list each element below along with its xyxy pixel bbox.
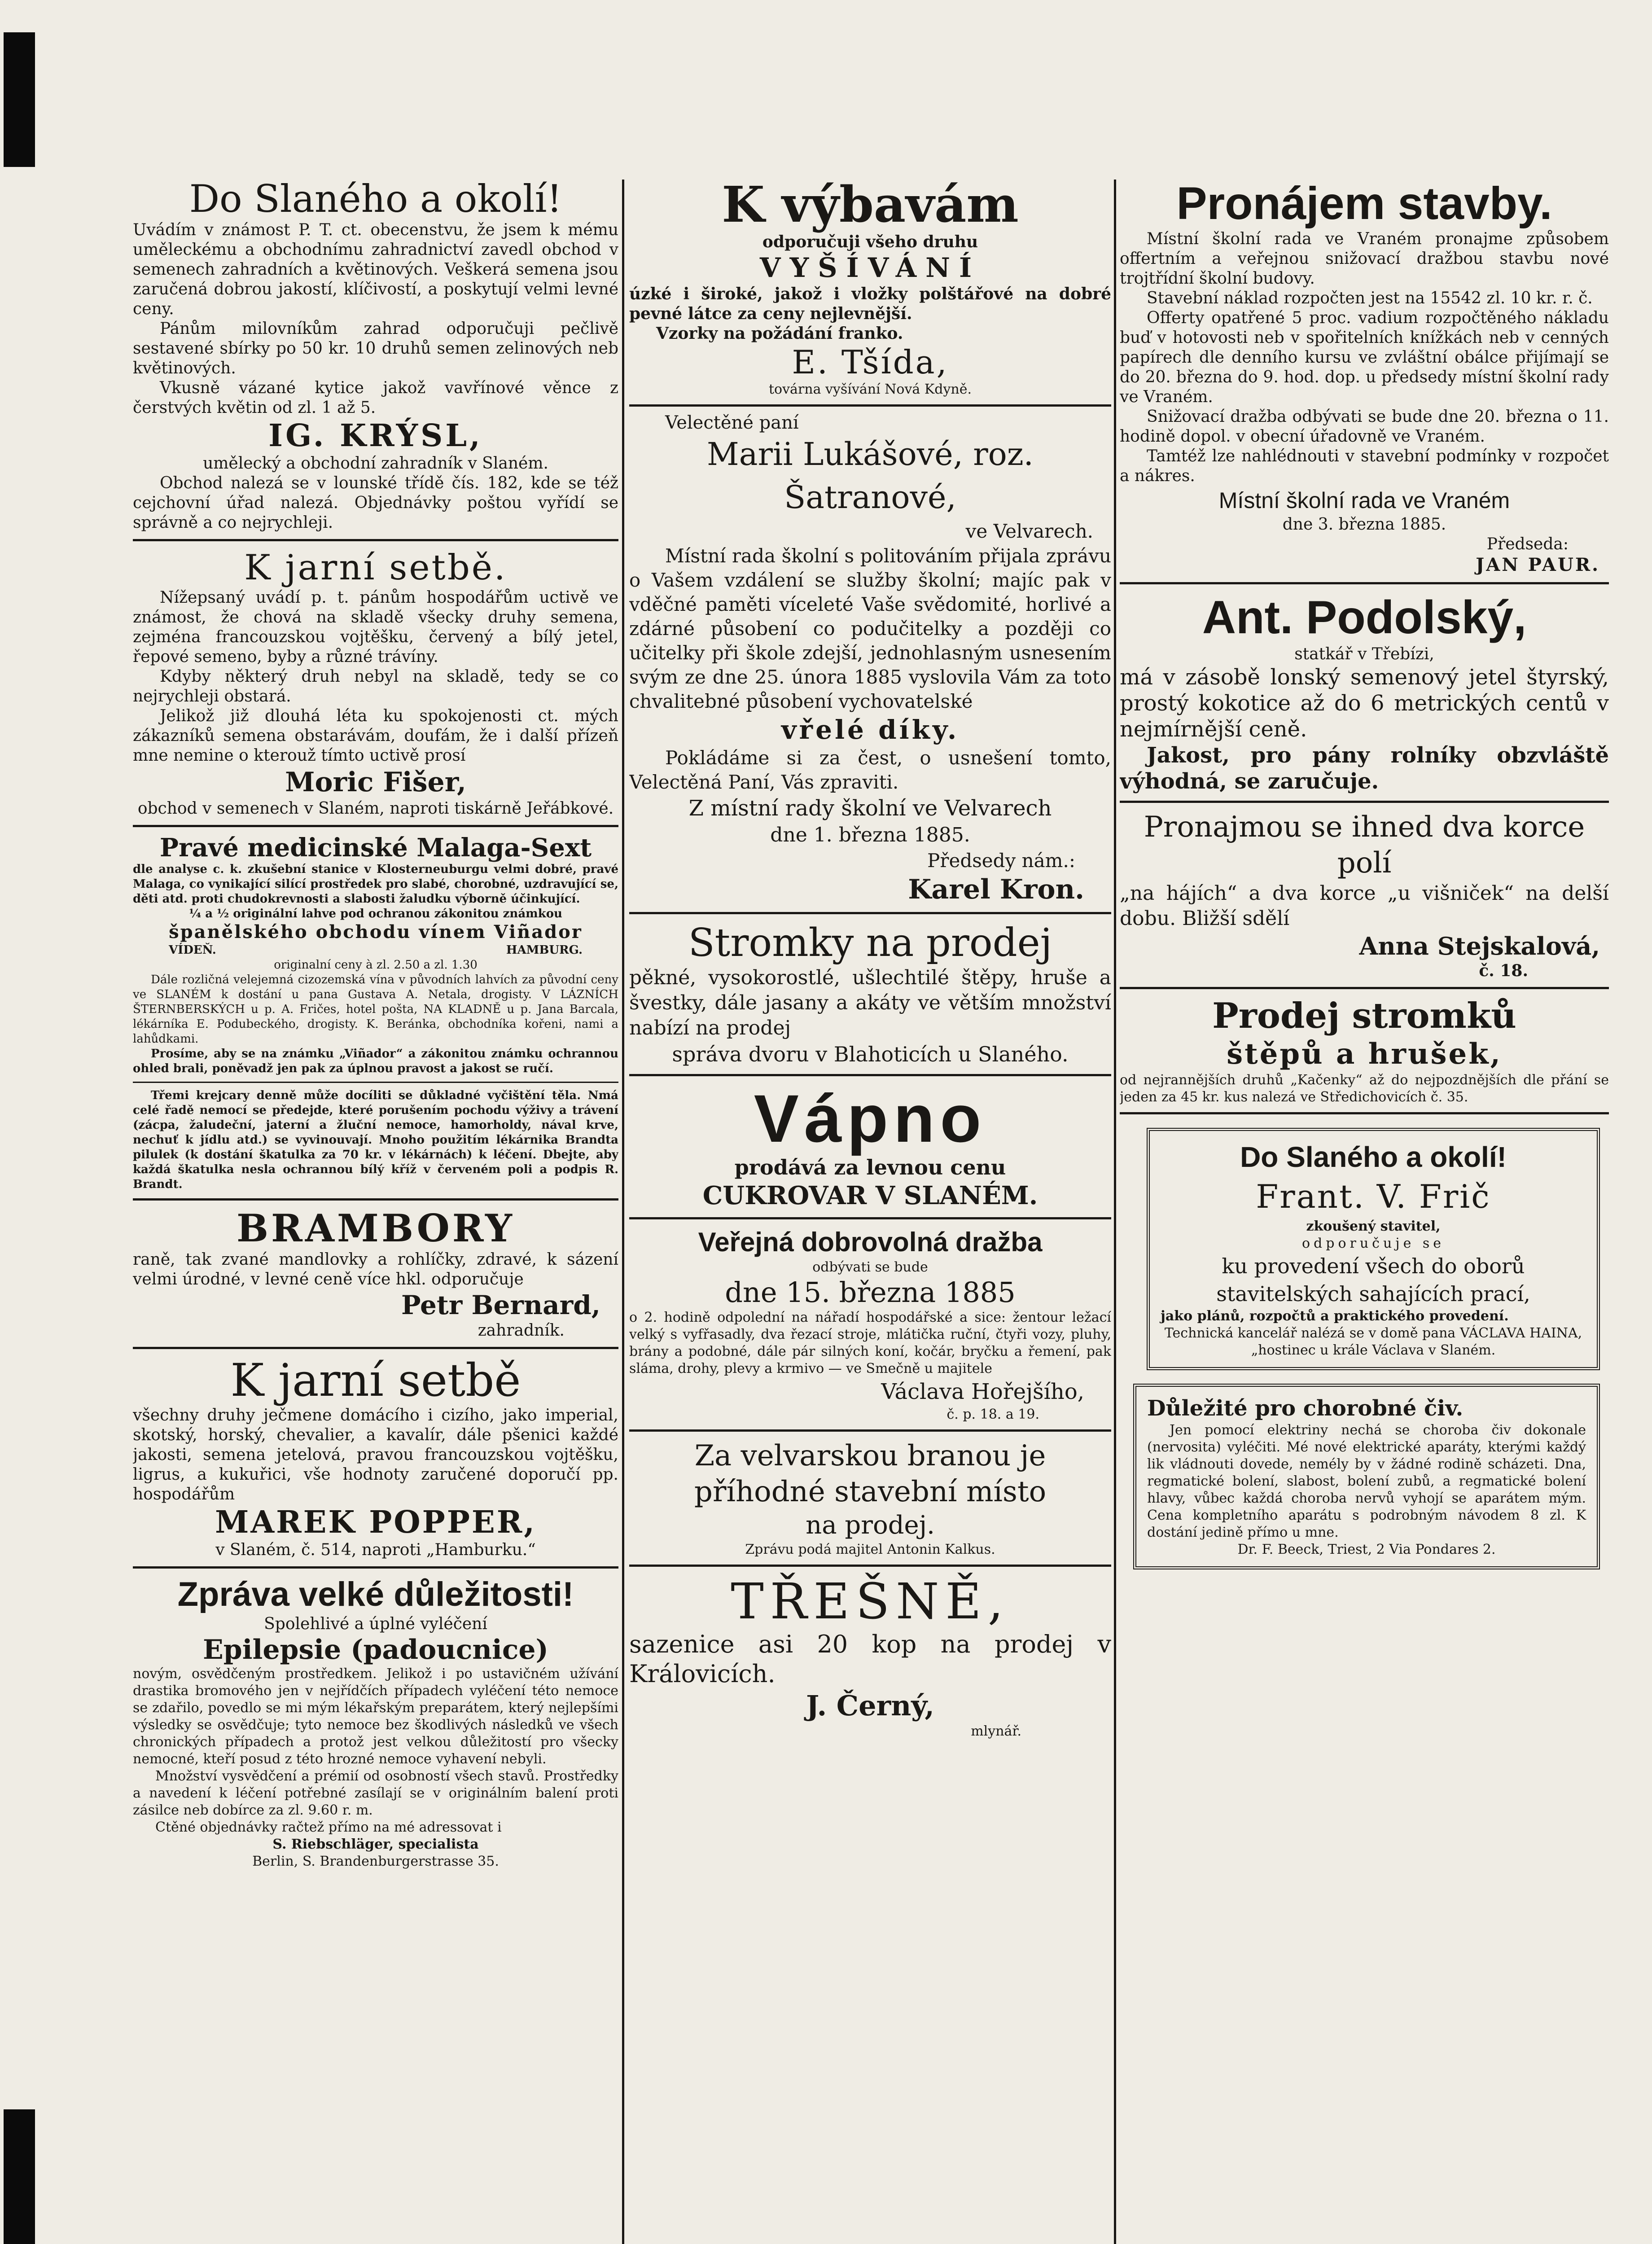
ad-signature: Karel Kron. [908,874,1084,905]
ad-body: Zprávu podá majitel Antonin Kalkus. [745,1542,995,1557]
ad-kalkus [629,1438,1111,1558]
ad-body: Snižovací dražba odbývati se bude dne 20. března o 11. hodině dopol. v obecní úřadovně ve Vraném. [1120,408,1609,446]
ad-body: Třemi krejcary denně může docíliti se důkladné vyčištění těla. Nmá celé řadě nemocí se předejde, které porušením pochodu výživy a trávení (zácpa, žaludeční, jaterní a žluční nemoce, hamorholdy, nával krve, nechuť k jídlu atd.) se vyvinouvají. Mnoho použitím lékárnika Brandta pilulek (k dostání škatulka za 70 kr. v lékárnách) k léčení. Dbejte, aby každá škatulka nesla ochrannou bílý kříž v červeném poli a podpis R. Brandt. [133,1089,618,1191]
ad-title: Pravé medicinské Malaga-Sext [159,833,592,863]
ad-stromku [1120,995,1609,1106]
ad-tsida [629,177,1111,398]
separator [133,1347,618,1349]
ad-body: má v zásobě lonský semenový jetel štyrský, prostý kokotice až do 6 metrických centů v nejmírnější ceně. [1120,665,1609,742]
ad-sub: č. 18. [1479,961,1528,980]
ad-body: raně, tak zvané mandlovky a rohlíčky, zdravé, k sázení velmi úrodné, v levné ceně více hkl. odporučuje [133,1250,618,1289]
ad-title: TŘEŠNĚ, [731,1573,1010,1630]
ad-title: Důležité pro chorobné čiv. [1147,1396,1464,1421]
ad-body: Vkusně vázané kytice jakož vavřínové věnce z čerstvých květin od zl. 1 až 5. [133,379,618,417]
ad-title: Pronajmou se ihned dva korce polí [1144,811,1585,880]
ad-vapno [629,1083,1111,1211]
ad-body: dle analyse c. k. zkušební stanice v Klosterneuburgu velmi dobré, pravé Malaga, co vynikající silící prostředek pro slabé, chorobné, uzdravující se, děti atd. proti chudokrevnosti a slabosti žaludku výborně účinkující. [133,863,618,906]
ad-date: dne 3. března 1885. [1282,515,1446,534]
separator [629,1074,1111,1076]
ad-popper [133,1355,618,1560]
separator [629,1565,1111,1567]
ad-body: Offerty opatřené 5 proc. vadium rozpočtěného nákladu buď v hotovosti neb v spořitelních knížkách neb v cenných papírech dle denního kursu ve zvláštní obálce přijímají se do 20. března do 9. hod. dop. u předsedy místní školní rady ve Vraném. [1120,309,1609,406]
ad-body: Místní školní rada ve Vraném pronajme způsobem offertním a veřejnou snižovací dražbou stavbu nové trojtřídní školní budovy. [1120,230,1609,288]
ad-body: ¼ a ½ originální lahve pod ochranou zákonitou známkou [189,907,562,920]
ad-sub: zkoušený stavitel, [1306,1218,1441,1234]
ad-body: Obchod nalezá se v lounské třídě čís. 182, kde se též cejchovní úřad nalezá. Objednávky poštou vyřídí se správně a co nejrychleji. [133,474,618,532]
ad-title: Veřejná dobrovolná dražba [698,1227,1043,1257]
ad-body: úzké i široké, jakož i vložky polštářové na dobré pevné látce za ceny nejlevnější. [629,285,1111,323]
ad-title: Pronájem stavby. [1176,178,1552,229]
ad-body: Kdyby některý druh nebyl na skladě, tedy se co nejrychleji obstará. [133,667,618,706]
separator [629,1429,1111,1432]
ad-podolsky [1120,591,1609,794]
city-label: HAMBURG. [506,943,583,957]
ad-name: španělského obchodu vínem Viñador [169,921,583,942]
ad-name: Anna Stejskalová, [1359,932,1600,960]
ad-title: Vápno [754,1081,987,1156]
separator [133,1082,618,1083]
ad-drazba [629,1226,1111,1423]
ad-body: Pánům milovníkům zahrad odporučuji pečlivě sestavené sbírky po 50 kr. 10 druhů semen zelinových neb květinových. [133,320,618,377]
separator [1120,1112,1609,1114]
ad-name: MAREK POPPER, [215,1504,536,1540]
ad-big: VYŠÍVÁNÍ [759,252,981,284]
ad-name: Epilepsie (padoucnice) [203,1634,548,1665]
ad-krysl [133,177,618,533]
ad-title: BRAMBORY [237,1206,515,1250]
ad-title: Do Slaného a okolí! [189,177,562,221]
ad-fiser [133,548,618,819]
ad-name: Moric Fišer, [285,767,466,798]
ad-body: Stavební náklad rozpočten jest na 15542 zl. 10 kr. r. č. [1147,289,1593,307]
separator [1120,582,1609,584]
ad-big: štěpů a hrušek, [1227,1037,1502,1071]
ad-name: Petr Bernard, [401,1290,600,1320]
ad-title: Stromky na prodej [688,920,1052,965]
ad-name: CUKROVAR V SLANÉM. [702,1181,1038,1210]
ad-title: K jarní setbě [230,1354,521,1407]
ad-place: ve Velvarech. [965,520,1093,542]
column-2 [629,177,1111,2244]
separator [133,1566,618,1569]
ad-body: Technická kancelář nalézá se v domě pana VÁCLAVA HAINA, „hostinec u krále Václava v Slaném. [1164,1325,1582,1358]
ad-from: Místní školní rada ve Vraném [1218,488,1510,513]
separator [629,404,1111,407]
ad-pronajem-stavby [1120,177,1609,576]
column-1 [133,177,618,2244]
ad-body: Ctěné objednávky račtež přímo na mé adressovat i [155,1819,502,1835]
separator [629,912,1111,914]
ad-lead: odporučuji všeho druhu [762,232,978,251]
ad-role: Předseda: [1486,535,1569,553]
ad-title: Prodej stromků [1212,995,1516,1036]
ad-lead: odbývati se bude [812,1259,928,1275]
ad-sub: mlynář. [971,1723,1021,1739]
separator [629,1217,1111,1219]
ad-name: Marii Lukášové, roz. Šatranové, [707,436,1034,516]
ad-body: Pokládáme si za čest, o usnešení tomto, Velectěná Paní, Vás zpraviti. [629,747,1111,793]
ad-body: ku provedení všech do oborů stavitelských sahajících prací, [1216,1254,1530,1306]
ad-malaga [133,833,618,1076]
ad-lead: Spolehlivé a úplné vyléčení [264,1615,487,1633]
ad-signature: S. Riebschläger, specialista [272,1836,479,1852]
ad-title: Ant. Podolský, [1202,592,1527,644]
column-rule [622,180,624,2244]
city-label: VÍDEŇ. [169,943,216,957]
ad-body: od nejrannějších druhů „Kačenky“ až do nejpozdnějších dle přání se jeden za 45 kr. kus nalezá ve Středichovicích č. 35. [1120,1072,1609,1105]
ad-body: pěkné, vysokorostlé, ušlechtilé štěpy, hruše a švestky, dále jasany a akáty ve větším množství nabízí na prodej [629,966,1111,1039]
ad-signature: Václava Hořejšího, [881,1379,1084,1404]
ad-sub: obchod v semenech v Slaném, naproti tiskárně Jeřábkové. [137,799,614,818]
ad-body: sazenice asi 20 kop na prodej v Královicích. [629,1630,1111,1688]
ad-price: originalní ceny à zl. 2.50 a zl. 1.30 [274,958,478,972]
ad-body: Dále rozličná velejemná cizozemská vína v původních lahvích za původní ceny ve SLANÉM k dostání u pana Gustava A. Netala, drogisty. V LÁZNÍCH ŠTERNBERSKÝCH u p. A. Fričes, hotel pošta, NA KLADNĚ u p. Jana Barcala, lékárníka E. Podubeckého, drogisty. K. Beránka, obchodníka kořeni, nami a lahůdkami. [133,973,618,1046]
ad-role: Předsedy nám.: [927,850,1075,872]
ad-beeck [1133,1384,1600,1569]
ad-salutation: Velectěné paní [665,412,799,433]
ad-big: vřelé díky. [781,714,960,745]
ad-body: Nížepsaný uvádí p. t. pánům hospodářům uctivě ve známost, že chová na skladě všecky druhy semena, zejména francouzskou vojtěšku, červený a bílý jetel, řepové semeno, byby a různé trávíny. [133,588,618,666]
ad-sub: statkář v Třebízi, [1294,645,1434,663]
ad-body: Uvádím v známost P. T. ct. obecenstvu, že jsem k mému uměleckému a obchodnímu zahradnictví zavedl obchod v semenech zahradních a květinových. Veškerá semena jsou zaručená dobrou jakostí, klíčivostí, a poskytují velmi levné ceny. [133,221,618,318]
separator [133,1198,618,1201]
ad-body: „na hájích“ a dva korce „u višniček“ na delší dobu. Bližší sdělí [1120,882,1609,930]
ad-body: Místní rada školní s politováním přijala zprávu o Vašem vzdálení se služby školní; majíc pak v vděčné paměti víceleté Vaše svědomité, horlivé a zdárné působení co podučitelky a později co učitelky při škole zdejší, jednohlasným usnesením svým ze dne 25. února 1885 vyslovila Vám za toto chvalitebné působení vychovatelské [629,545,1111,712]
ad-signature: JAN PAUR. [1476,554,1600,575]
ad-body: Jakost, pro pány rolníky obzvláště výhodná, se zaručuje. [1120,743,1609,794]
ad-sub: zahradník. [478,1321,565,1340]
ad-signature: správa dvoru v Blahoticích u Slaného. [672,1042,1069,1066]
ad-signature: Dr. F. Beeck, Triest, 2 Via Pondares 2. [1237,1542,1496,1557]
ad-body: prodává za levnou cenu [734,1155,1006,1179]
ad-lead: odporučuje se [1301,1236,1445,1251]
scan-edge-mark [4,32,35,167]
city-row [133,943,618,958]
ad-fric [1147,1128,1600,1370]
column-3 [1120,177,1609,2244]
ad-cerny [629,1573,1111,1740]
ad-sub: továrna vyšívání Nová Kdyně. [768,381,972,397]
ad-date: dne 15. března 1885 [725,1276,1016,1309]
ad-body: jako plánů, rozpočtů a praktického provedení. [1161,1308,1509,1324]
ad-body: novým, osvědčeným prostředkem. Jelikož i po ustavičném užívání drastika bromového jen v nejřídčích případech vyléčení této nemoce se zdařilo, povedlo se mi mým lékařským preparátem, který nejlepšími výsledky se osvědčuje; tyto nemoce bez škodlivých následků ve všech chronických případech a protož jest velkou důležitostí pro všecky nemocné, kteří posud z této hrozné nemoce vyhavení nebyli. [133,1666,618,1767]
ad-title: Do Slaného a okolí! [1240,1141,1507,1173]
ad-body: o 2. hodině odpolední na nářadí hospodářské a sice: žentour ležací velký s vyfřasadly, dva řezací stroje, mlátička ruční, čtyři vozy, pluhy, brány a podobné, dále pár silných koní, kočár, bryčku a řemení, pak sláma, drohy, plevy a krmivo — ve Smečně u majitele [629,1310,1111,1376]
ad-body: Prosíme, aby se na známku „Viñador“ a zákonitou známku ochrannou ohled brali, poněvadž jen pak za úplnou pravost a jakost se ručí. [133,1047,618,1075]
ad-stromky [629,920,1111,1068]
ad-stejskalova [1120,809,1609,981]
ad-body: všechny druhy ječmene domácího i cizího, jako imperial, skotský, horský, chevalier, a kavalír, dále pšenici každé jakosti, semena jetelová, pravou francouzskou vojtěšku, ligrus, a kukuřici, vše hodnoty zaručené doporučí pp. hospodářům [133,1406,618,1503]
ad-bernard [133,1207,618,1341]
ad-name: Frant. V. Frič [1256,1178,1491,1215]
ad-title: Za velvarskou branou je příhodné stavební místo [694,1439,1047,1508]
ad-name: IG. KRÝSL, [268,418,483,454]
ad-body: Tamtéž lze nahlédnouti v stavební podmínky v rozpočet a nákres. [1120,447,1609,485]
ad-title: K výbavám [722,177,1019,233]
scan-edge-mark [4,2109,35,2244]
ad-title: Zpráva velké důležitosti! [177,1575,574,1613]
ad-lukasova [629,413,1111,906]
ad-address: Berlin, S. Brandenburgerstrasse 35. [252,1854,499,1869]
separator [1120,987,1609,989]
ad-date: dne 1. března 1885. [770,824,970,846]
ad-from: Z místní rady školní ve Velvarech [688,796,1052,821]
column-rule [1114,180,1116,2244]
ad-sub: v Slaném, č. 514, naproti „Hamburku.“ [215,1541,536,1559]
ad-sub: na prodej. [806,1511,935,1540]
separator [1120,801,1609,803]
separator [133,539,618,541]
ad-address: č. p. 18. a 19. [947,1407,1039,1422]
ad-brandt [133,1088,618,1192]
separator [133,825,618,827]
ad-body: Jen pomocí elektriny nechá se choroba čiv dokonale (nervosita) vyléčiti. Mé nové elektrické aparáty, kterými každý lik vládnouti dovede, nemély by v žádné rodině scházeti. Dna, regmatické bolení, slabost, bolení zubů, a regmatické bolení hlavy, vůbec každá choroba nervů vyhojí se aparátem mým. Cena kompletního aparátu s podrobným návodem 8 zl. K dostání jedině přímo u mne. [1147,1422,1586,1540]
ad-body: Množství vysvědčení a prémií od osobností všech stavů. Prostředky a navedení k léčení potřebné zasílají se v originálním balení proti zásilce neb dobírce za zl. 9.60 r. m. [133,1768,618,1818]
ad-body: Jelikož již dlouhá léta ku spokojenosti ct. mých zákazníků semena obstarávám, doufám, že i další přízeň mne nemine o kterouž tímto uctivě prosí [133,707,618,765]
ad-epilepsie [133,1575,618,1870]
ad-sub: umělecký a obchodní zahradník v Slaném. [203,454,548,473]
ad-body: Vzorky na požádání franko. [656,324,903,343]
ad-title: K jarní setbě. [244,548,507,588]
ad-name: J. Černý, [806,1689,934,1722]
ad-name: E. Tšída, [792,343,949,381]
